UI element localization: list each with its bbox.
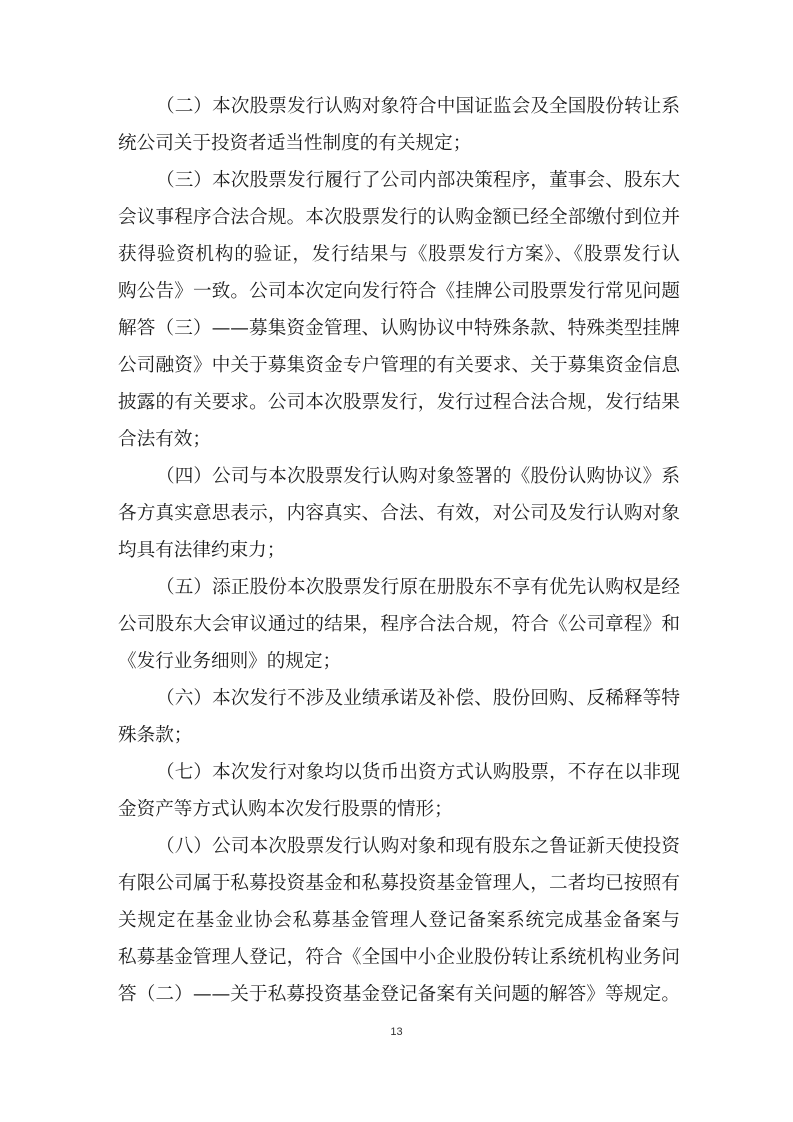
text-line: 有限公司属于私募投资基金和私募投资基金管理人，二者均已按照有	[118, 873, 680, 894]
text-line: （二）本次股票发行认购对象符合中国证监会及全国股份转让系	[156, 96, 680, 117]
text-line: （四）公司与本次股票发行认购对象签署的《股份认购协议》系	[156, 466, 680, 487]
text-line: 获得验资机构的验证，发行结果与《股票发行方案》、《股票发行认	[118, 244, 680, 265]
text-line: 会议事程序合法合规。本次股票发行的认购金额已经全部缴付到位并	[118, 207, 680, 228]
text-line: 解答（三）——募集资金管理、认购协议中特殊条款、特殊类型挂牌	[118, 318, 680, 339]
paragraph-3	[118, 162, 680, 458]
text-line: 均具有法律约束力；	[118, 540, 286, 561]
text-line: 公司融资》中关于募集资金专户管理的有关要求、关于募集资金信息	[118, 355, 680, 376]
document-body	[118, 88, 680, 1013]
text-line: 购公告》一致。公司本次定向发行符合《挂牌公司股票发行常见问题	[118, 281, 680, 302]
paragraph-5	[118, 569, 680, 680]
text-line: 殊条款；	[118, 725, 193, 746]
text-line: （六）本次发行不涉及业绩承诺及补偿、股份回购、反稀释等特	[156, 688, 680, 709]
text-line: （三）本次股票发行履行了公司内部决策程序，董事会、股东大	[156, 170, 680, 191]
text-line: 披露的有关要求。公司本次股票发行，发行过程合法合规，发行结果	[118, 392, 680, 413]
text-line: 金资产等方式认购本次发行股票的情形；	[118, 799, 453, 820]
text-line: 合法有效；	[118, 429, 211, 450]
paragraph-7	[118, 754, 680, 828]
text-line: 各方真实意思表示，内容真实、合法、有效，对公司及发行认购对象	[118, 503, 680, 524]
text-line: 私募基金管理人登记，符合《全国中小企业股份转让系统机构业务问	[118, 947, 680, 968]
text-line: （八）公司本次股票发行认购对象和现有股东之鲁证新天使投资	[156, 836, 680, 857]
text-line: （七）本次发行对象均以货币出资方式认购股票，不存在以非现	[156, 762, 680, 783]
text-line: 关规定在基金业协会私募基金管理人登记备案系统完成基金备案与	[118, 910, 680, 931]
paragraph-8	[118, 828, 680, 1013]
text-line: 答（二）——关于私募投资基金登记备案有关问题的解答》等规定。	[118, 984, 680, 1005]
paragraph-4	[118, 458, 680, 569]
text-line: （五）添正股份本次股票发行原在册股东不享有优先认购权是经	[156, 577, 680, 598]
page-number: 13	[390, 1026, 403, 1038]
paragraph-6	[118, 680, 680, 754]
paragraph-2	[118, 88, 680, 162]
text-line: 公司股东大会审议通过的结果，程序合法合规，符合《公司章程》和	[118, 614, 680, 635]
text-line: 统公司关于投资者适当性制度的有关规定；	[118, 133, 472, 154]
text-line: 《发行业务细则》的规定；	[118, 651, 342, 672]
